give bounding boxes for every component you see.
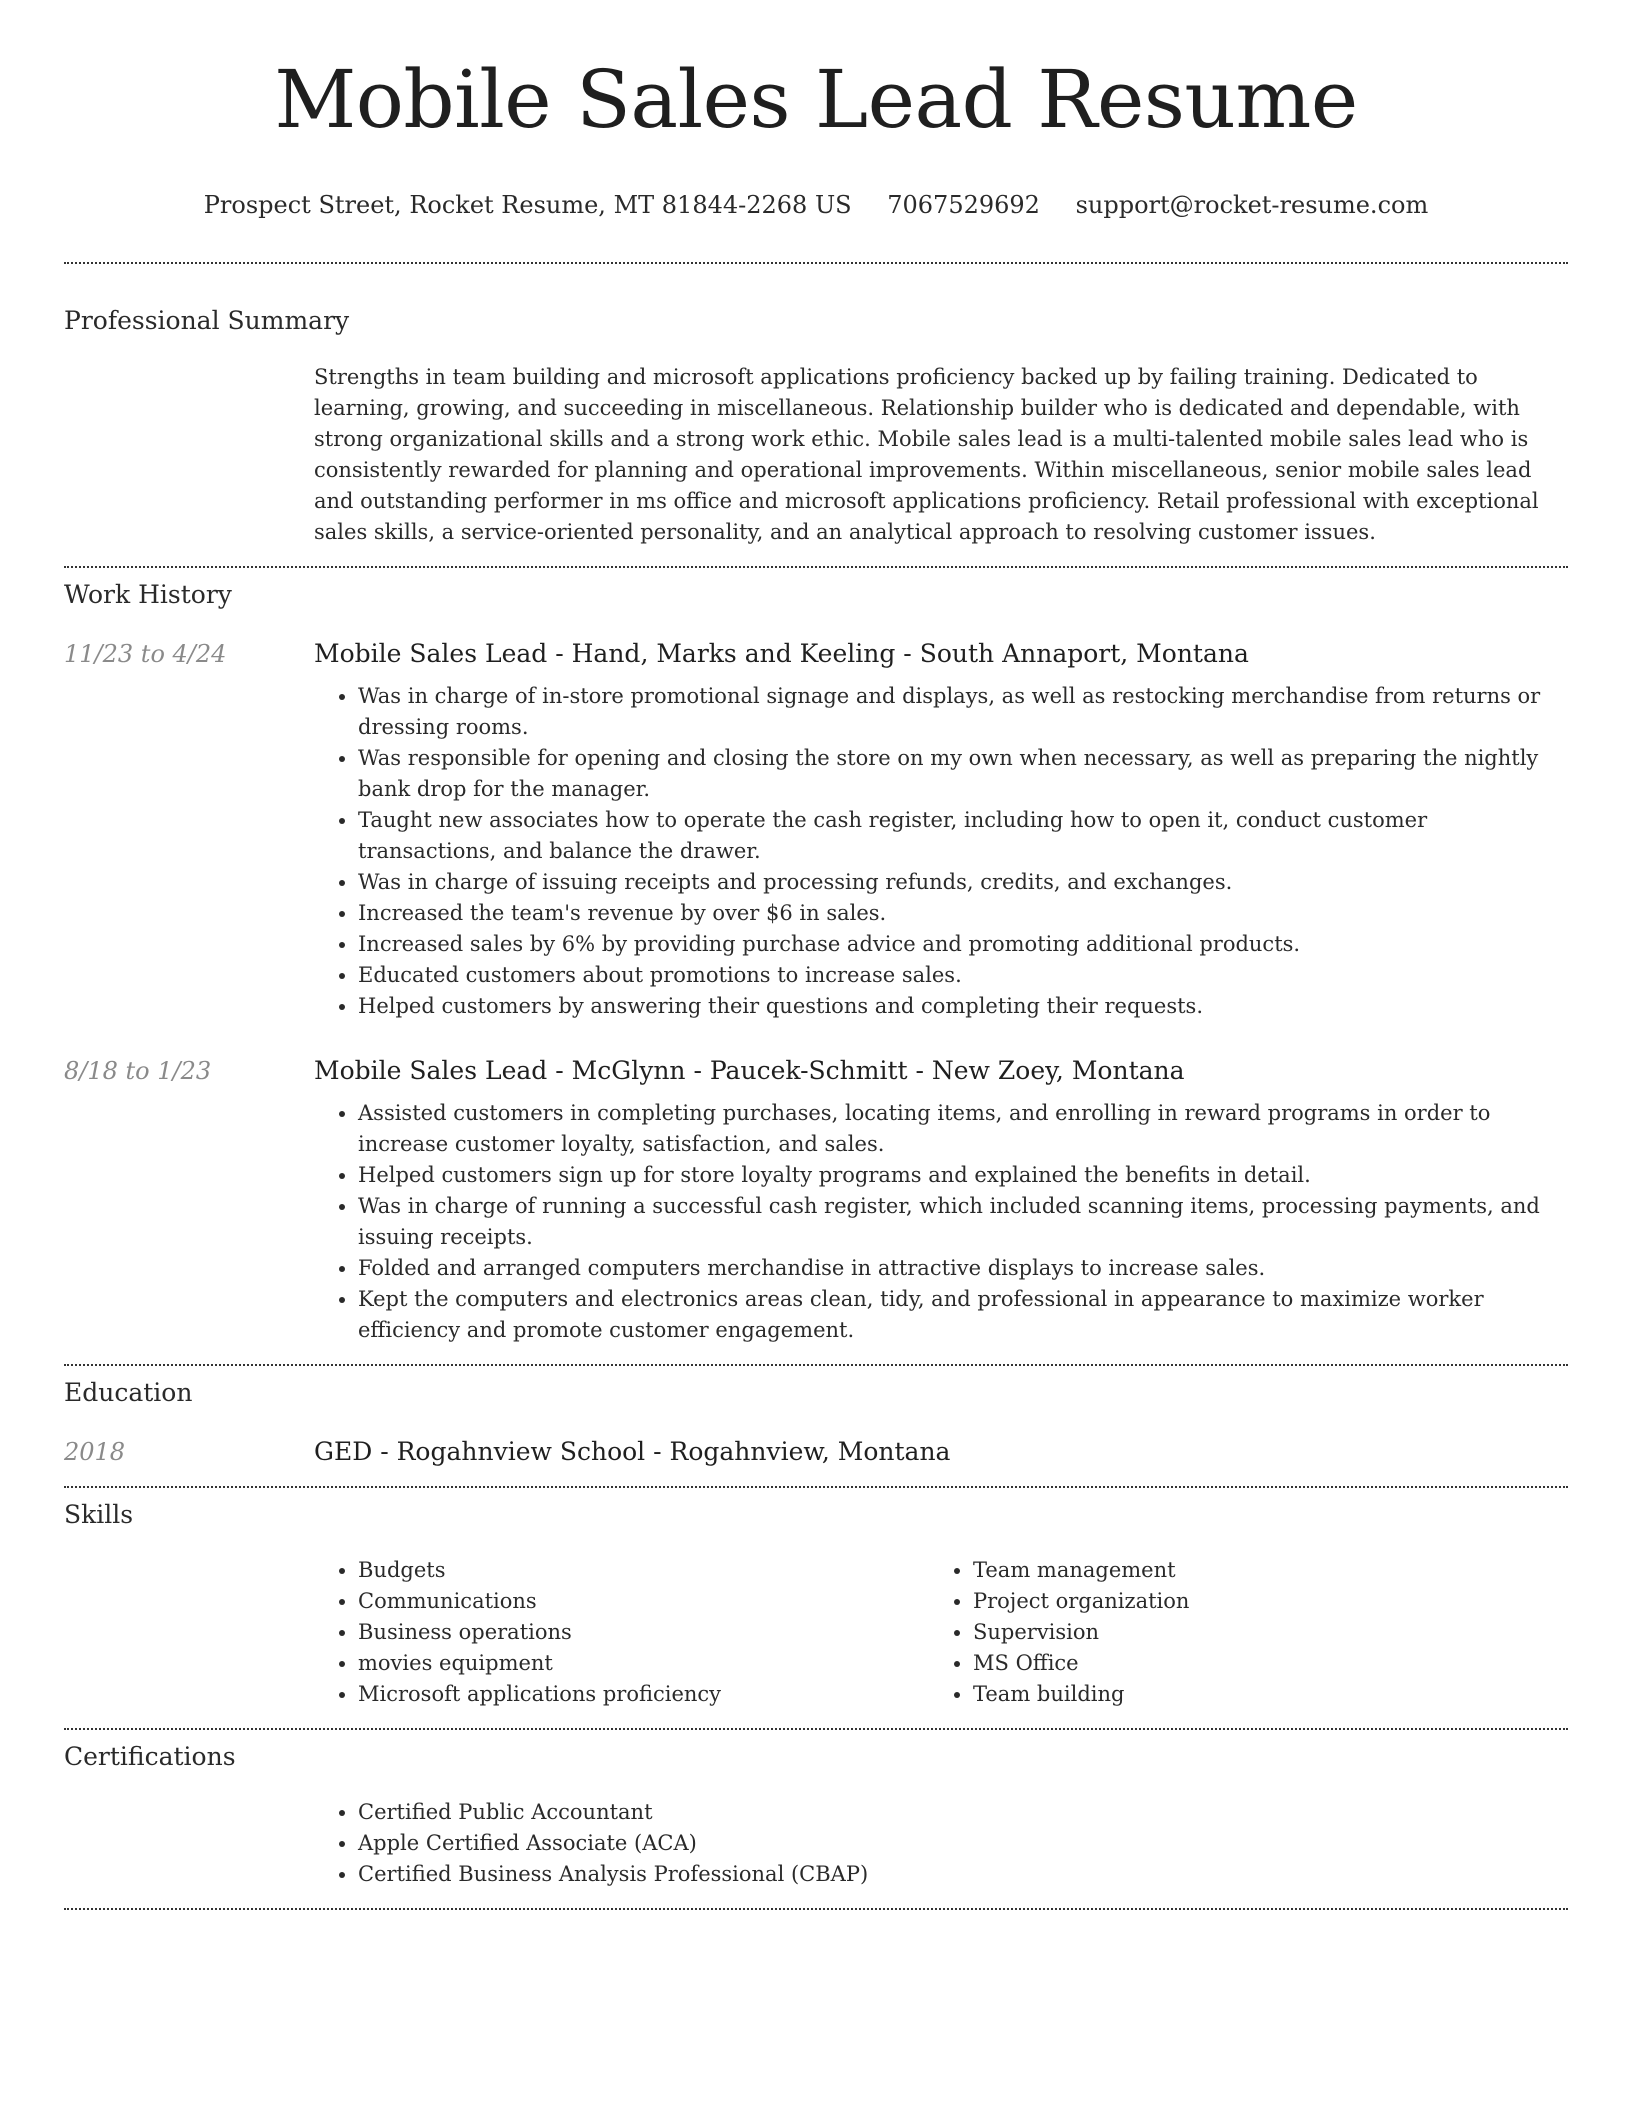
skills-grid: [314, 1555, 1568, 1710]
contact-email: support@rocket-resume.com: [1075, 191, 1429, 219]
resume-title: Mobile Sales Lead Resume: [274, 53, 1358, 146]
skill-item: • Budgets: [358, 1555, 929, 1586]
divider: [64, 1908, 1568, 1910]
skill-item: • Project organization: [973, 1586, 1544, 1617]
job-dates: 11/23 to 4/24: [64, 640, 227, 668]
skills-heading: Skills: [64, 1500, 134, 1529]
summary-section: [64, 264, 1568, 548]
certification-item: • Certified Public Accountant: [358, 1797, 1568, 1828]
certification-item: • Apple Certified Associate (ACA): [358, 1828, 1568, 1859]
job-bullet: • Was in charge of issuing receipts and processing refunds, credits, and exchanges.: [358, 867, 1568, 898]
skill-item: • movies equipment: [358, 1648, 929, 1679]
job-title: Mobile Sales Lead - McGlynn - Paucek-Schmitt - New Zoey, Montana: [314, 1056, 1185, 1085]
job-bullet: • Taught new associates how to operate the cash register, including how to open it, conduct customer transactions, and balance the drawer.: [358, 805, 1568, 867]
contact-line: [64, 190, 1568, 220]
skills-section: [64, 1488, 1568, 1710]
job-bullet: • Was in charge of in-store promotional signage and displays, as well as restocking merchandise from returns or dressing rooms.: [358, 681, 1568, 743]
job-bullet: • Was responsible for opening and closing the store on my own when necessary, as well as preparing the nightly bank drop for the manager.: [358, 743, 1568, 805]
certifications-list: [314, 1797, 1568, 1890]
job-dates: 8/18 to 1/23: [64, 1057, 212, 1085]
summary-text: Strengths in team building and microsoft applications proficiency backed up by failing training. Dedicated to learning, growing, and succeeding in miscellaneous. Relationship builder who is dedicated and dependable, with strong organizational skills and a strong work ethic. Mobile sales lead is a multi-talented mobile sales lead who is consistently rewarded for planning and operational improvements. Within miscellaneous, senior mobile sales lead and outstanding performer in ms office and microsoft applications proficiency. Retail professional with exceptional sales skills, a service-oriented personality, and an analytical approach to resolving customer issues.: [314, 365, 1539, 544]
job-bullets: [314, 1098, 1568, 1346]
education-year: 2018: [64, 1438, 126, 1466]
job-bullet: • Assisted customers in completing purchases, locating items, and enrolling in reward programs in order to increase customer loyalty, satisfaction, and sales.: [358, 1098, 1568, 1160]
education-section: [64, 1366, 1568, 1467]
certifications-section: [64, 1730, 1568, 1890]
skill-item: • Team management: [973, 1555, 1544, 1586]
skills-list-right: [929, 1555, 1544, 1710]
job-bullet: • Increased the team's revenue by over $6 in sales.: [358, 898, 1568, 929]
contact-address: Prospect Street, Rocket Resume, MT 81844-2268 US: [203, 191, 852, 219]
job-bullets: [314, 681, 1568, 1022]
job-entry: [64, 1056, 1568, 1346]
education-heading: Education: [64, 1378, 193, 1407]
job-bullet: • Was in charge of running a successful cash register, which included scanning items, processing payments, and issuing receipts.: [358, 1191, 1568, 1253]
skill-item: • Business operations: [358, 1617, 929, 1648]
job-bullet: • Folded and arranged computers merchandise in attractive displays to increase sales.: [358, 1253, 1568, 1284]
skill-item: • Communications: [358, 1586, 929, 1617]
education-entry: GED - Rogahnview School - Rogahnview, Montana: [314, 1437, 951, 1466]
job-bullet: • Educated customers about promotions to increase sales.: [358, 960, 1568, 991]
work-history-heading: Work History: [64, 580, 232, 609]
work-history-section: [64, 568, 1568, 1346]
job-bullet: • Kept the computers and electronics areas clean, tidy, and professional in appearance to maximize worker efficiency and promote customer engagement.: [358, 1284, 1568, 1346]
skill-item: • Supervision: [973, 1617, 1544, 1648]
contact-phone: 7067529692: [887, 191, 1040, 219]
job-bullet: • Helped customers by answering their questions and completing their requests.: [358, 991, 1568, 1022]
job-entry: [64, 639, 1568, 1022]
skill-item: • MS Office: [973, 1648, 1544, 1679]
skill-item: • Team building: [973, 1679, 1544, 1710]
skills-list-left: [314, 1555, 929, 1710]
job-bullet: • Increased sales by 6% by providing purchase advice and promoting additional products.: [358, 929, 1568, 960]
job-title: Mobile Sales Lead - Hand, Marks and Keeling - South Annaport, Montana: [314, 639, 1249, 668]
summary-heading: Professional Summary: [64, 306, 350, 335]
certification-item: • Certified Business Analysis Professional (CBAP): [358, 1859, 1568, 1890]
certifications-heading: Certifications: [64, 1742, 236, 1771]
job-bullet: • Helped customers sign up for store loyalty programs and explained the benefits in detail.: [358, 1160, 1568, 1191]
skill-item: • Microsoft applications proficiency: [358, 1679, 929, 1710]
